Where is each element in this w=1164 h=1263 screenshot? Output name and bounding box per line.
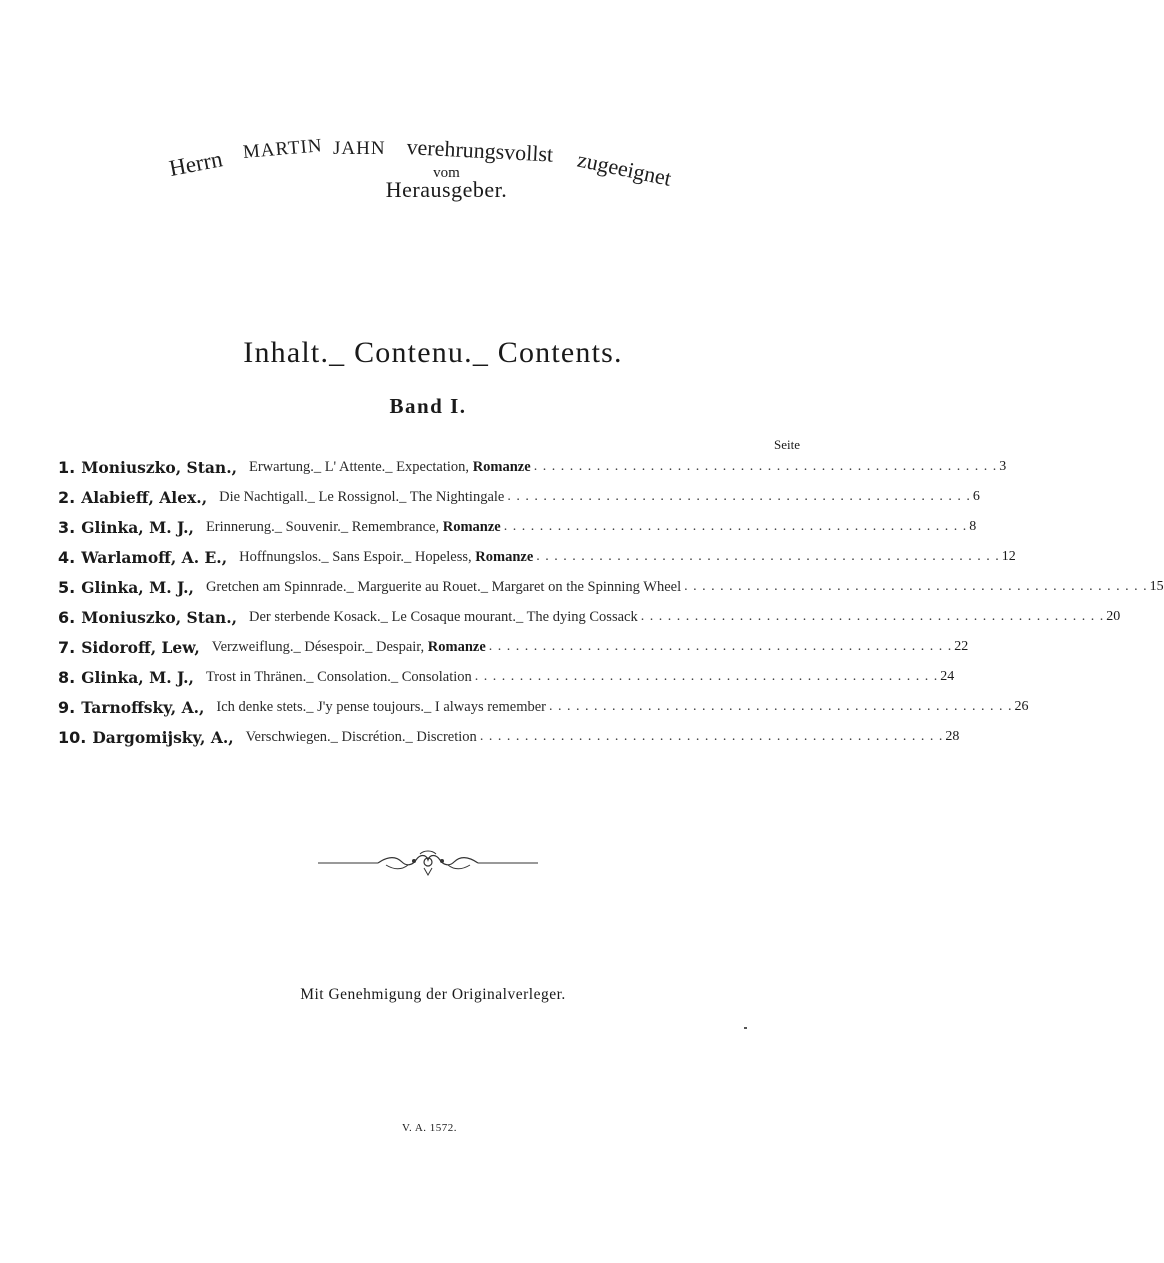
toc-entry (58, 572, 1164, 602)
dedication-verehrungsvollst: verehrungsvollst (406, 134, 554, 167)
entry-page: 22 (954, 639, 969, 654)
entry-title-bold: Romanze (475, 548, 534, 565)
table-of-contents (58, 452, 1164, 752)
entry-composer: Moniuszko, Stan., (81, 457, 237, 477)
entry-title: Erinnerung._ Souvenir._ Remembrance, Romanze (205, 518, 501, 535)
entry-number: 9. (58, 697, 76, 717)
entry-composer: Glinka, M. J., (81, 667, 194, 687)
leader-dots (681, 579, 1148, 595)
toc-entry (58, 632, 969, 662)
plate-number: V. A. 1572. (401, 1122, 458, 1134)
dedication-martin: MARTIN (242, 135, 324, 164)
leader-dots (477, 729, 944, 745)
entry-page: 24 (940, 669, 955, 684)
entry-title-bold: Romanze (442, 518, 501, 535)
entry-page: 28 (945, 729, 960, 744)
toc-entry (58, 722, 960, 752)
entry-number: 1. (58, 457, 76, 477)
toc-entry (58, 602, 1121, 632)
entry-title: Gretchen am Spinnrade._ Marguerite au Rouet._ Margaret on the Spinning Wheel (205, 578, 682, 595)
entry-title: Ich denke stets._ J'y pense toujours._ I always remember (216, 698, 546, 715)
entry-number: 6. (58, 607, 76, 627)
toc-entry (58, 662, 955, 692)
leader-dots (504, 489, 971, 505)
entry-composer: Alabieff, Alex., (81, 487, 208, 507)
entry-page: 3 (999, 459, 1007, 474)
entry-composer: Tarnoffsky, A., (81, 697, 205, 717)
entry-composer: Glinka, M. J., (81, 577, 194, 597)
leader-dots (546, 699, 1013, 715)
entry-title-bold: Romanze (427, 638, 486, 655)
toc-entry (58, 542, 1016, 572)
leader-dots (638, 609, 1105, 625)
entry-title: Die Nachtigall._ Le Rossignol._ The Nightingale (219, 488, 505, 505)
toc-entry (58, 512, 977, 542)
toc-entry (58, 692, 1029, 722)
entry-number: 3. (58, 517, 76, 537)
entry-number: 4. (58, 547, 76, 567)
seite-label: Seite (774, 437, 800, 452)
entry-title: Erwartung._ L' Attente._ Expectation, Romanze (249, 458, 531, 475)
entry-page: 6 (972, 489, 980, 504)
contents-heading: Inhalt._ Contenu._ Contents. (243, 336, 623, 369)
toc-entry (58, 482, 980, 512)
entry-title: Hoffnungslos._ Sans Espoir._ Hopeless, Romanze (239, 548, 534, 565)
permission-note: Mit Genehmigung der Originalverleger. (300, 986, 566, 1003)
print-speck (744, 1027, 747, 1029)
entry-composer: Moniuszko, Stan., (81, 607, 237, 627)
band-title: Band I. (389, 394, 467, 418)
entry-page: 15 (1149, 579, 1164, 594)
dedication-vom: vom (433, 165, 460, 181)
entry-title: Verschwiegen._ Discrétion._ Discretion (245, 728, 477, 745)
entry-number: 8. (58, 667, 76, 687)
leader-dots (472, 669, 939, 685)
entry-page: 20 (1106, 609, 1121, 624)
entry-number: 2. (58, 487, 76, 507)
entry-number: 5. (58, 577, 76, 597)
leader-dots (501, 519, 968, 535)
entry-title-bold: Romanze (472, 458, 531, 475)
entry-number: 10. (58, 727, 87, 747)
entry-title: Verzweiflung._ Désespoir._ Despair, Romanze (211, 638, 486, 655)
dedication-zugeeignet: zugeeignet (575, 146, 674, 191)
entry-title: Trost in Thränen._ Consolation._ Consolation (205, 668, 472, 685)
entry-page: 12 (1001, 549, 1016, 564)
entry-title: Der sterbende Kosack._ Le Cosaque mourant._ The dying Cossack (249, 608, 638, 625)
entry-page: 26 (1014, 699, 1029, 714)
ornament-divider (316, 848, 540, 878)
leader-dots (486, 639, 953, 655)
entry-page: 8 (969, 519, 977, 534)
leader-dots (533, 549, 1000, 565)
entry-composer: Warlamoff, A. E., (81, 547, 228, 567)
dedication-herrn: Herrn (167, 146, 225, 182)
dedication-jahn: JAHN (333, 138, 386, 159)
entry-composer: Dargomijsky, A., (92, 727, 234, 747)
entry-composer: Glinka, M. J., (81, 517, 194, 537)
entry-number: 7. (58, 637, 76, 657)
toc-entry (58, 452, 1007, 482)
entry-composer: Sidoroff, Lew, (81, 637, 200, 657)
dedication-herausgeber: Herausgeber. (385, 177, 508, 202)
leader-dots (531, 459, 998, 475)
